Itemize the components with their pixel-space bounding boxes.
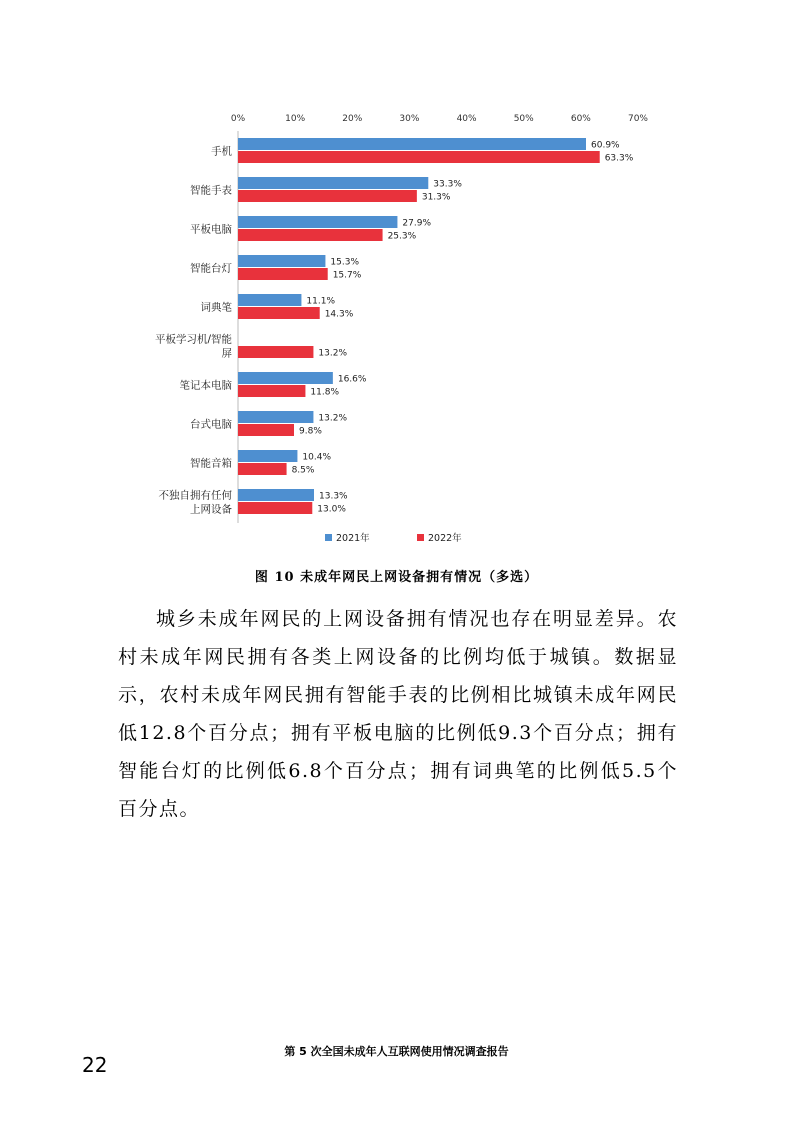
legend-swatch [417,534,424,541]
category-label: 智能手表 [190,184,232,197]
bar-2021 [238,450,297,462]
bar-2021 [238,294,301,306]
data-label: 13.3% [319,491,348,502]
x-tick-label: 50% [513,114,534,124]
page-footer: 第 5 次全国未成年人互联网使用情况调查报告 [284,1045,509,1058]
bar-2021 [238,255,325,267]
body-text [118,600,678,828]
bar-2021 [238,138,586,150]
bar-2021 [238,489,314,501]
data-label: 27.9% [402,218,432,229]
category-label: 台式电脑 [190,418,232,431]
category-label: 智能台灯 [190,262,232,275]
x-tick-label: 40% [456,114,477,124]
x-tick-label: 60% [570,114,591,124]
data-label: 15.3% [330,257,360,268]
bar-2022 [238,385,305,397]
data-label: 31.3% [421,192,451,203]
bar-2022 [238,424,294,436]
data-label: 13.0% [317,504,346,515]
bar-2021 [238,372,333,384]
data-label: 11.1% [306,296,336,307]
bar-2022 [238,268,328,280]
page-number: 22 [82,1053,108,1077]
x-tick-label: 30% [399,114,420,124]
category-label: 笔记本电脑 [179,379,232,392]
data-label: 9.8% [299,426,322,437]
data-label: 11.8% [310,387,340,398]
bar-2022 [238,307,320,319]
legend-label: 2022年 [428,533,462,544]
category-label: 平板电脑 [190,223,232,236]
category-label: 手机 [211,145,232,158]
bar-2022 [238,463,287,475]
category-label: 上网设备 [190,503,232,516]
x-tick-label: 10% [285,114,306,124]
bar-2021 [238,216,397,228]
bar-2022 [238,151,600,163]
data-label: 8.5% [291,465,315,476]
data-label: 15.7% [332,270,362,281]
data-label: 13.2% [318,413,348,424]
data-label: 63.3% [604,153,634,164]
data-label: 16.6% [337,374,367,385]
bar-2021 [238,177,428,189]
figure-caption: 图 10 未成年网民上网设备拥有情况（多选） [254,570,539,585]
data-label: 14.3% [324,309,354,320]
x-tick-label: 20% [342,114,363,124]
legend-label: 2021年 [336,533,370,544]
bar-2022 [238,229,383,241]
data-label: 60.9% [591,140,620,151]
bar-2022 [238,502,312,514]
category-label: 智能音箱 [190,457,232,470]
data-label: 33.3% [433,179,462,190]
bar-2022 [238,346,313,358]
x-tick-label: 70% [627,114,649,124]
legend-swatch [325,534,332,541]
x-tick-label: 0% [230,114,246,124]
device-ownership-chart [130,105,650,545]
category-label: 屏 [221,347,232,360]
bar-2022 [238,190,417,202]
category-label: 不独自拥有任何 [158,489,232,502]
body-paragraph: 城乡未成年网民的上网设备拥有情况也存在明显差异。农村未成年网民拥有各类上网设备的比例均低于城镇。数据显示，农村未成年网民拥有智能手表的比例相比城镇未成年网民低12.8个百分点；拥有平板电脑的比例低9.3个百分点；拥有智能台灯的比例低6.8个百分点；拥有词典笔的比例低5.5个百分点。 [118,608,678,820]
data-label: 10.4% [302,452,332,463]
data-label: 13.2% [318,348,348,359]
category-label: 词典笔 [200,301,232,314]
category-label: 平板学习机/智能 [154,333,232,346]
bar-2021 [238,411,313,423]
data-label: 25.3% [387,231,417,242]
